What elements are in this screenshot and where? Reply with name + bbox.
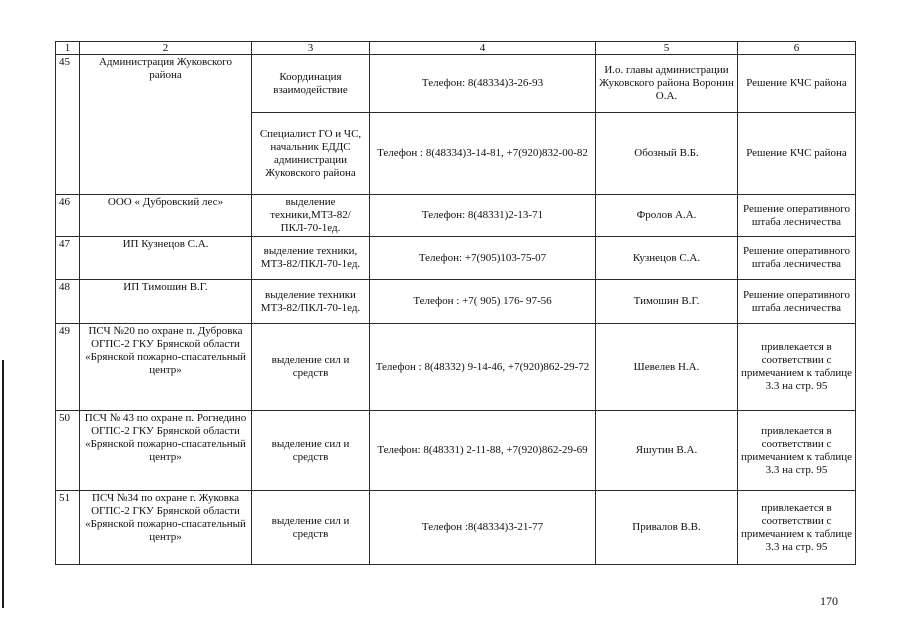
table-row <box>56 491 856 565</box>
contact-person-cell: Кузнецов С.А. <box>596 237 738 280</box>
table-row <box>56 280 856 324</box>
table-row <box>56 411 856 491</box>
table-row <box>56 324 856 411</box>
table-row <box>56 195 856 237</box>
contact-person-cell: Тимошин В.Г. <box>596 280 738 324</box>
basis-cell: Решение КЧС района <box>738 55 856 113</box>
contact-person-cell: Шевелев Н.А. <box>596 324 738 411</box>
organization-cell: ООО « Дубровский лес» <box>80 195 252 237</box>
basis-cell: Решение оперативного штаба лесничества <box>738 195 856 237</box>
function-cell: выделение техники, МТЗ-82/ПКЛ-70-1ед. <box>252 237 370 280</box>
organization-cell: ИП Кузнецов С.А. <box>80 237 252 280</box>
function-cell: выделение техники,МТЗ-82/ПКЛ-70-1ед. <box>252 195 370 237</box>
basis-cell: Решение оперативного штаба лесничества <box>738 237 856 280</box>
scan-edge-mark <box>2 360 4 608</box>
function-cell: выделение сил и средств <box>252 491 370 565</box>
basis-cell: привлекается в соответствии с примечанием к таблице 3.3 на стр. 95 <box>738 411 856 491</box>
function-cell: выделение сил и средств <box>252 324 370 411</box>
row-number: 51 <box>56 491 80 565</box>
row-number: 49 <box>56 324 80 411</box>
contact-person-cell: Привалов В.В. <box>596 491 738 565</box>
phone-cell: Телефон: 8(48334)3-26-93 <box>370 55 596 113</box>
page-number: 170 <box>820 594 838 608</box>
column-number: 1 <box>56 42 80 55</box>
function-cell: выделение сил и средств <box>252 411 370 491</box>
basis-cell: привлекается в соответствии с примечанием к таблице 3.3 на стр. 95 <box>738 324 856 411</box>
function-cell: Координация взаимодействие <box>252 55 370 113</box>
table-row <box>56 237 856 280</box>
organization-cell: ПСЧ № 43 по охране п. Рогнедино ОГПС-2 ГКУ Брянской области «Брянской пожарно-спасательный центр» <box>80 411 252 491</box>
column-number: 4 <box>370 42 596 55</box>
row-number: 45 <box>56 55 80 195</box>
contacts-table <box>55 41 856 565</box>
phone-cell: Телефон : +7( 905) 176- 97-56 <box>370 280 596 324</box>
phone-cell: Телефон: 8(48331)2-13-71 <box>370 195 596 237</box>
row-number: 46 <box>56 195 80 237</box>
phone-cell: Телефон: +7(905)103-75-07 <box>370 237 596 280</box>
column-number: 5 <box>596 42 738 55</box>
column-number: 2 <box>80 42 252 55</box>
contact-person-cell: Фролов А.А. <box>596 195 738 237</box>
row-number: 50 <box>56 411 80 491</box>
phone-cell: Телефон : 8(48332) 9-14-46, +7(920)862-29-72 <box>370 324 596 411</box>
table-row <box>56 55 856 113</box>
basis-cell: Решение КЧС района <box>738 113 856 195</box>
phone-cell: Телефон : 8(48334)3-14-81, +7(920)832-00-82 <box>370 113 596 195</box>
column-number: 3 <box>252 42 370 55</box>
basis-cell: Решение оперативного штаба лесничества <box>738 280 856 324</box>
row-number: 48 <box>56 280 80 324</box>
phone-cell: Телефон: 8(48331) 2-11-88, +7(920)862-29-69 <box>370 411 596 491</box>
organization-cell: ПСЧ №34 по охране г. Жуковка ОГПС-2 ГКУ Брянской области «Брянской пожарно-спасательный центр» <box>80 491 252 565</box>
organization-cell: Администрация Жуковского района <box>80 55 252 195</box>
contact-person-cell: И.о. главы администрации Жуковского района Воронин О.А. <box>596 55 738 113</box>
organization-cell: ПСЧ №20 по охране п. Дубровка ОГПС-2 ГКУ Брянской области «Брянской пожарно-спасательный центр» <box>80 324 252 411</box>
function-cell: выделение техники МТЗ-82/ПКЛ-70-1ед. <box>252 280 370 324</box>
phone-cell: Телефон :8(48334)3-21-77 <box>370 491 596 565</box>
contact-person-cell: Яшутин В.А. <box>596 411 738 491</box>
contact-person-cell: Обозный В.Б. <box>596 113 738 195</box>
column-number-row <box>56 42 856 55</box>
basis-cell: привлекается в соответствии с примечанием к таблице 3.3 на стр. 95 <box>738 491 856 565</box>
column-number: 6 <box>738 42 856 55</box>
organization-cell: ИП Тимошин В.Г. <box>80 280 252 324</box>
row-number: 47 <box>56 237 80 280</box>
function-cell: Специалист ГО и ЧС, начальник ЕДДС администрации Жуковского района <box>252 113 370 195</box>
